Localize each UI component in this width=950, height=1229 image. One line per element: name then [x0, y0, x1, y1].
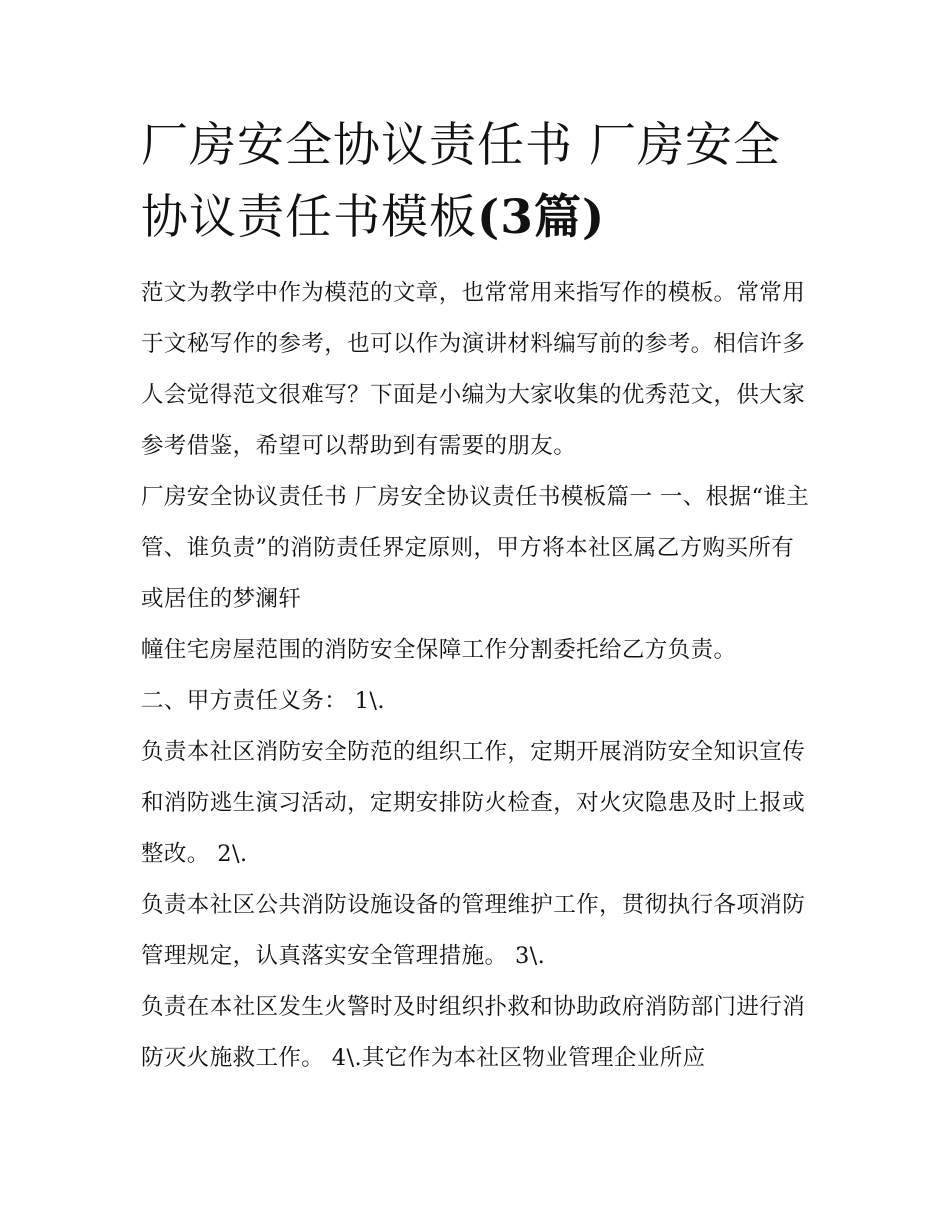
document-title — [141, 110, 816, 254]
paragraph-duty-2: 负责本社区公共消防设施设备的管理维护工作，贯彻执行各项消防管理规定，认真落实安全管理措施。 3\. — [141, 892, 806, 969]
document-content — [141, 110, 816, 1084]
document-body — [141, 268, 816, 1084]
document-title-suffix: (3篇) — [477, 190, 606, 245]
paragraph-party-a-duties-heading: 二、甲方责任义务： 1\. — [141, 688, 385, 714]
paragraph-scope: 幢住宅房屋范围的消防安全保障工作分割委托给乙方负责。 — [141, 637, 737, 663]
paragraph-intro: 范文为教学中作为模范的文章，也常常用来指写作的模板。常常用于文秘写作的参考，也可以作为演讲材料编写前的参考。相信许多人会觉得范文很难写？下面是小编为大家收集的优秀范文，供大家参考借鉴，希望可以帮助到有需要的朋友。 — [141, 280, 806, 459]
paragraph-section-one: 厂房安全协议责任书 厂房安全协议责任书模板篇一 一、根据“谁主管、谁负责”的消防责任界定原则，甲方将本社区属乙方购买所有或居住的梦澜轩 — [141, 484, 810, 612]
paragraph-duty-3: 负责在本社区发生火警时及时组织扑救和协助政府消防部门进行消防灭火施救工作。 4\.其它作为本社区物业管理企业所应 — [141, 994, 806, 1071]
document-title-main: 厂房安全协议责任书 厂房安全协议责任书模板 — [141, 118, 781, 245]
paragraph-duty-1: 负责本社区消防安全防范的组织工作，定期开展消防安全知识宣传和消防逃生演习活动，定期安排防火检查，对火灾隐患及时上报或整改。 2\. — [141, 739, 806, 867]
